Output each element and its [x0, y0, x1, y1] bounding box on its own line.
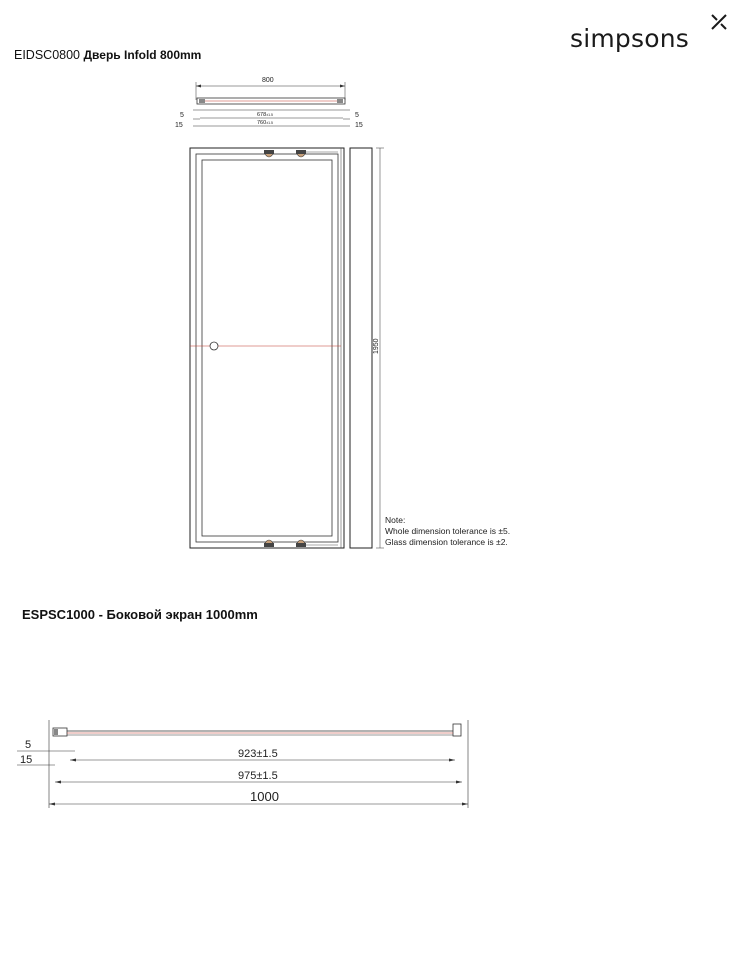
- door-elevation: [190, 148, 344, 548]
- tolerance-note: [385, 515, 510, 548]
- dim-right-small: 5: [355, 112, 359, 119]
- dim-glass-label: 923±1.5: [238, 748, 278, 760]
- dim-1000: [49, 789, 468, 806]
- brand-logo: [570, 12, 740, 62]
- top-hinge-left: [264, 150, 274, 157]
- door-drawing: [0, 70, 750, 560]
- page-title: [14, 48, 201, 62]
- note-heading: Note:: [385, 515, 406, 525]
- top-hinge-right: [296, 150, 338, 157]
- door-plan-view: [175, 98, 363, 129]
- dim-left-large: 15: [175, 122, 183, 129]
- dim-right-large: 15: [355, 122, 363, 129]
- dim-total-label: 1000: [250, 789, 279, 804]
- dim-small-15: 15: [20, 754, 33, 766]
- logo-cross-icon: [708, 12, 730, 34]
- note-line-whole: Whole dimension tolerance is ±5.: [385, 526, 511, 536]
- bottom-hinge-left: [264, 540, 274, 547]
- product-name: Дверь Infold 800mm: [83, 48, 202, 62]
- dim-923: [70, 748, 455, 762]
- note-line-glass: Glass dimension tolerance is ±2.: [385, 537, 508, 547]
- dim-small-5: 5: [25, 739, 32, 751]
- section-title-side-panel: ESPSC1000 - Боковой экран 1000mm: [22, 607, 258, 622]
- dim-frame-label-2: 975±1.5: [238, 770, 278, 782]
- dim-width-label: 800: [262, 77, 274, 84]
- dimension-800: [196, 77, 345, 100]
- dim-left-small: 5: [180, 112, 184, 119]
- side-panel-drawing: [0, 700, 750, 820]
- side-profile: [350, 148, 384, 548]
- dim-frame-label: 760±1.5: [257, 120, 273, 126]
- dim-small-left: [17, 739, 75, 766]
- product-code: EIDSC0800: [14, 48, 81, 62]
- logo-text: simpsons: [570, 24, 689, 53]
- dim-inner-label: 678±1.5: [257, 112, 273, 118]
- bottom-hinge-right: [296, 540, 338, 547]
- dim-975: [55, 770, 462, 784]
- dim-height-label: 1950: [373, 338, 380, 354]
